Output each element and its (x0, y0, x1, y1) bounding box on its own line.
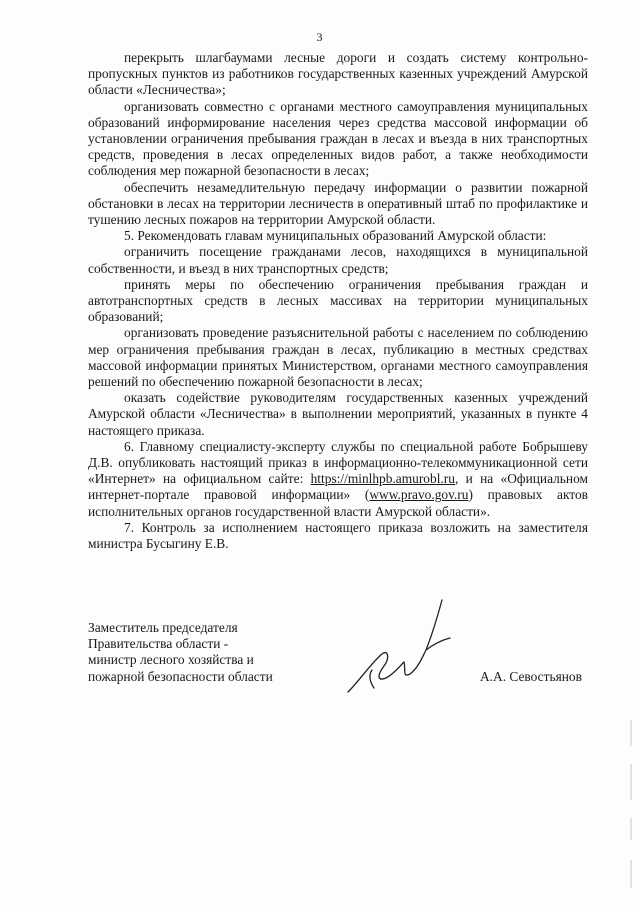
paragraph-barriers: перекрыть шлагбаумами лесные дороги и создать систему контрольно-пропускных пунктов из работников государственных казенных учреждений Амурской области «Лесничества»; (88, 50, 588, 98)
paragraph-item-7: 7. Контроль за исполнением настоящего приказа возложить на заместителя министра Бусыгину Е.В. (88, 519, 588, 552)
scan-edge-marks (627, 720, 635, 890)
paragraph-measures: принять меры по обеспечению ограничения пребывания граждан и автотранспортных средств в лесных массивах на территории муниципальных образований; (88, 276, 588, 325)
paragraph-inform-population: организовать совместно с органами местного самоуправления муниципальных образований информирование населения через средства массовой информации об установлении ограничения пребывания граждан в лесах и въезда в них транспортных средств, проведения в лесах определенных видов работ, а также необходимости соблюдения мер пожарной безопасности в лесах; (88, 98, 588, 179)
paragraph-explanatory-work: организовать проведение разъяснительной работы с населением по соблюдению мер ограничения пребывания граждан в лесах, публикацию в местных средствах массовой информации принятых Министерством, органами местного самоуправления решений по обеспечению пожарной безопасности в лесах; (88, 325, 588, 390)
signatory-title-line: Правительства области - (88, 636, 229, 652)
paragraph-assistance: оказать содействие руководителям государственных казенных учреждений Амурской области «Лесничества» в выполнении мероприятий, указанных в пункте 4 настоящего приказа. (88, 390, 588, 438)
paragraph-item-5: 5. Рекомендовать главам муниципальных образований Амурской области: (124, 228, 547, 244)
signatory-name: А.А. Севостьянов (480, 669, 582, 684)
page-number: 3 (316, 30, 323, 44)
signatory-title-line: пожарной безопасности области (88, 668, 273, 684)
handwritten-signature (330, 592, 460, 712)
order-body (88, 50, 588, 552)
signatory-title-line: министр лесного хозяйства и (88, 652, 254, 668)
item6-text-middle: , и на «Официальном интернет-портале правовой информации» ( (88, 471, 588, 503)
signatory-title (88, 620, 273, 685)
paragraph-limit-visits: ограничить посещение гражданами лесов, находящихся в муниципальной собственности, и въезд в них транспортных средств; (88, 244, 588, 276)
item6-text-after: ) правовых актов исполнительных органов государственной власти Амурской области». (88, 487, 588, 519)
ministry-site-link[interactable]: https://minlhpb.amurobl.ru (310, 471, 455, 487)
paragraph-fire-info: обеспечить незамедлительную передачу информации о развитии пожарной обстановки в лесах на территории лесничеств в оперативный штаб по профилактике и тушению лесных пожаров на территории Амурской области. (88, 179, 588, 228)
signatory-title-line: Заместитель председателя (88, 620, 238, 635)
pravo-portal-link[interactable]: www.pravo.gov.ru (369, 487, 469, 503)
item6-text-before: 6. Главному специалисту-эксперту службы по специальной работе Бобрышеву Д.В. опубликовать настоящий приказ в информационно-телекоммуникационной сети «Интернет» на официальном сайте: (88, 438, 588, 487)
paragraph-item-6 (88, 439, 588, 520)
